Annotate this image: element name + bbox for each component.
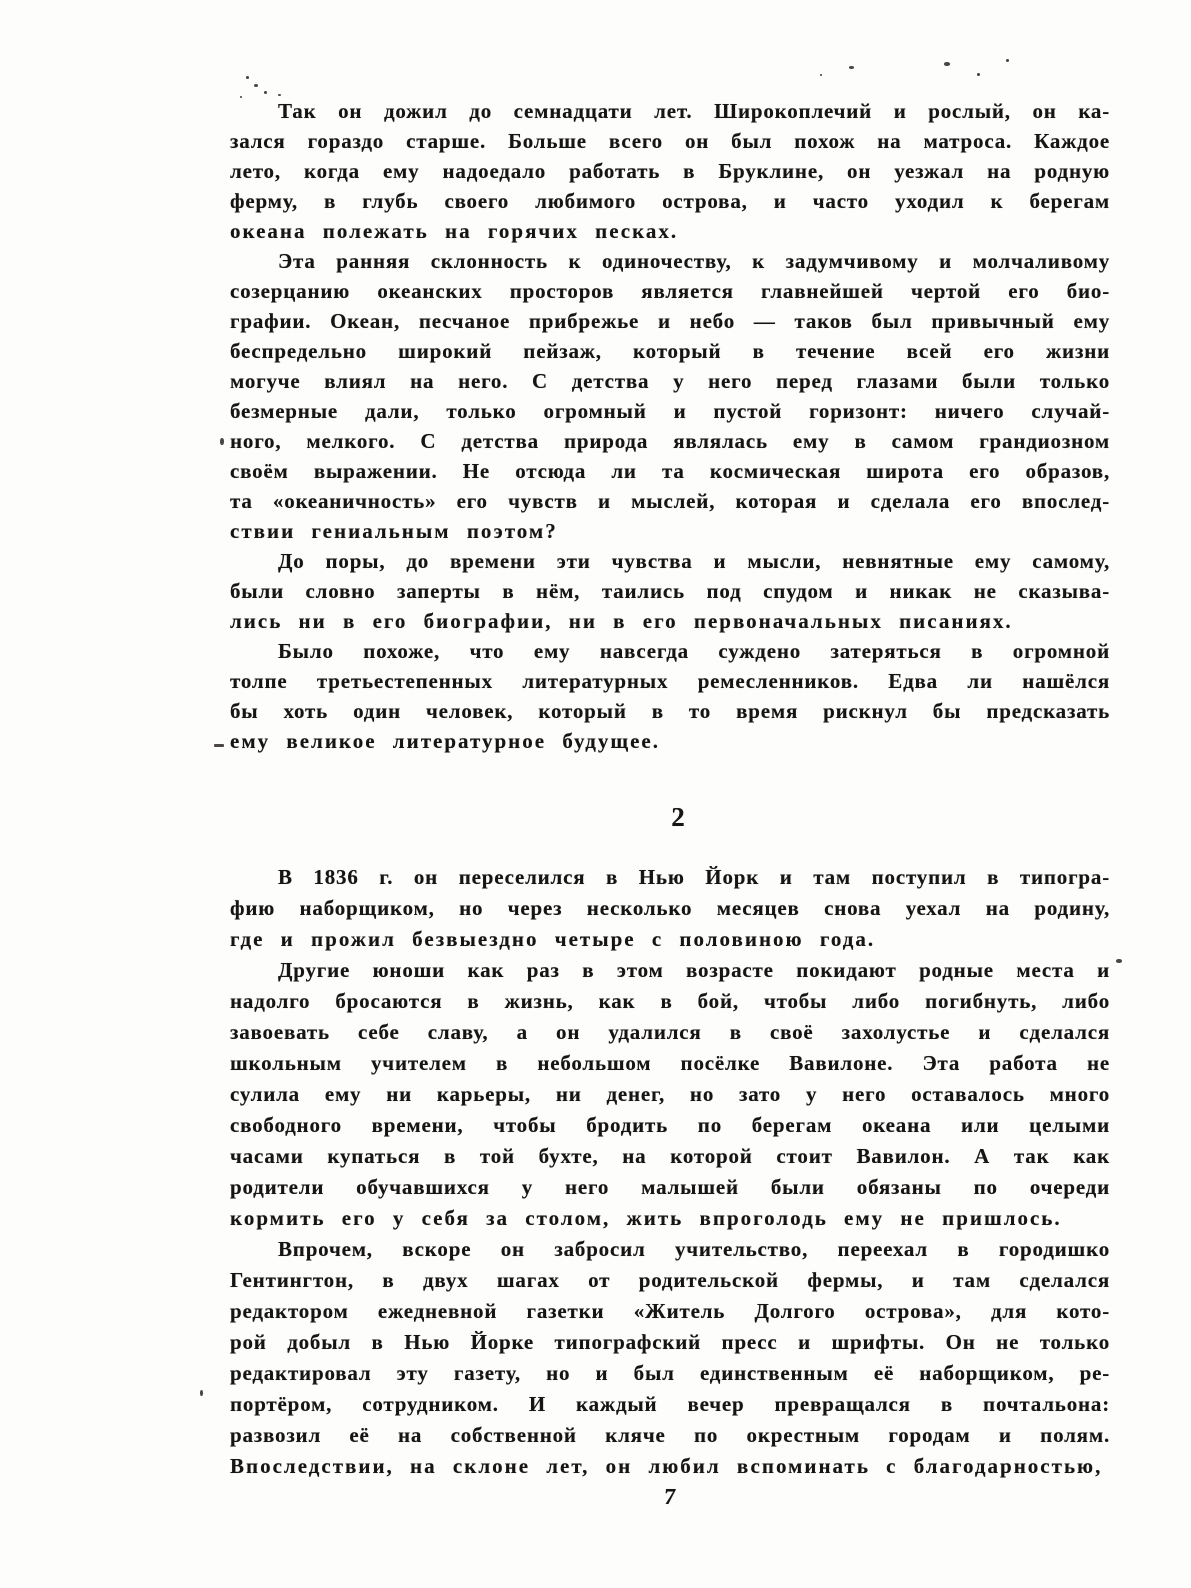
scan-speckle — [1006, 59, 1009, 62]
paragraph — [230, 636, 1110, 756]
text-line: могуче влиял на него. С детства у него перед глазами были только — [230, 369, 1110, 393]
text-line: Другие юноши как раз в этом возрасте покидают родные места и — [278, 958, 1110, 982]
text-line: сулила ему ни карьеры, ни денег, но зато у него оставалось много — [230, 1082, 1110, 1106]
text-line: редактировал эту газету, но и был единственным её наборщиком, ре- — [230, 1361, 1110, 1385]
text-line: кормить его у себя за столом, жить впроголодь ему не пришлось. — [230, 1206, 1062, 1230]
text-line: фию наборщиком, но через несколько месяцев снова уехал на родину, — [230, 896, 1110, 920]
paragraph — [230, 955, 1110, 1234]
scan-speckle — [200, 1390, 203, 1396]
paragraph — [230, 546, 1110, 636]
text-line: та «океаничность» его чувств и мыслей, которая и сделала его впослед- — [230, 489, 1110, 513]
text-line: своём выражении. Не отсюда ли та космическая широта его образов, — [230, 459, 1110, 483]
text-line: ему великое литературное будущее. — [230, 729, 660, 753]
text-line: ствии гениальным поэтом? — [230, 519, 558, 543]
text-line: рой добыл в Нью Йорке типографский пресс и шрифты. Он не только — [230, 1330, 1110, 1354]
scan-speckle — [214, 744, 224, 747]
paragraph — [230, 1234, 1110, 1482]
paragraph — [230, 96, 1110, 246]
text-line: океана полежать на горячих песках. — [230, 219, 679, 243]
text-line: графии. Океан, песчаное прибрежье и небо — таков был привычный ему — [230, 309, 1110, 333]
text-line: ферму, в глубь своего любимого острова, и часто уходил к берегам — [230, 189, 1110, 213]
text-line: свободного времени, чтобы бродить по берегам океана или целыми — [230, 1113, 1110, 1137]
text-line: Так он дожил до семнадцати лет. Широкоплечий и рослый, он ка- — [278, 99, 1110, 123]
text-line: родители обучавшихся у него малышей были обязаны по очереди — [230, 1175, 1110, 1199]
text-line: портёром, сотрудником. И каждый вечер превращался в почтальона: — [230, 1392, 1110, 1416]
text-line: беспредельно широкий пейзаж, который в течение всей его жизни — [230, 339, 1110, 363]
text-line: лето, когда ему надоедало работать в Бруклине, он уезжал на родную — [230, 159, 1110, 183]
scan-speckle — [246, 76, 249, 79]
text-line: Эта ранняя склонность к одиночеству, к задумчивому и молчаливому — [278, 249, 1110, 273]
scan-speckle — [977, 73, 980, 76]
text-line: До поры, до времени эти чувства и мысли, невнятные ему самому, — [278, 549, 1110, 573]
section-number: 2 — [671, 802, 685, 832]
page-number: 7 — [662, 1484, 678, 1509]
scan-speckle — [849, 66, 854, 69]
text-line: завоевать себе славу, а он удалился в своё захолустье и сделался — [230, 1020, 1110, 1044]
text-line: школьным учителем в небольшом посёлке Вавилоне. Эта работа не — [230, 1051, 1110, 1075]
scan-speckle — [820, 74, 822, 76]
paragraph — [230, 246, 1110, 546]
text-line: бы хоть один человек, который в то время рискнул бы предсказать — [230, 699, 1110, 723]
text-line: толпе третьестепенных литературных ремесленников. Едва ли нашёлся — [230, 669, 1110, 693]
text-line: зался гораздо старше. Больше всего он был похож на матроса. Каждое — [230, 129, 1110, 153]
text-line: безмерные дали, только огромный и пустой горизонт: ничего случай- — [230, 399, 1110, 423]
scan-speckle — [264, 91, 267, 94]
text-line: ного, мелкого. С детства природа являлась ему в самом грандиозном — [230, 429, 1110, 453]
paragraph — [230, 862, 1110, 955]
text-line: В 1836 г. он переселился в Нью Йорк и там поступил в типогра- — [278, 865, 1110, 889]
text-line: Было похоже, что ему навсегда суждено затеряться в огромной — [278, 639, 1110, 663]
page-number-row — [230, 1482, 1110, 1512]
text-line: были словно заперты в нём, таились под спудом и никак не сказыва- — [230, 579, 1110, 603]
scan-speckle — [1116, 959, 1122, 963]
text-line: Впоследствии, на склоне лет, он любил вспоминать с благодарностью, — [230, 1454, 1103, 1478]
text-line: созерцанию океанских просторов является главнейшей чертой его био- — [230, 279, 1110, 303]
text-line: Впрочем, вскоре он забросил учительство, переехал в городишко — [278, 1237, 1110, 1261]
text-line: лись ни в его биографии, ни в его первоначальных писаниях. — [230, 609, 1013, 633]
scan-speckle — [254, 84, 258, 87]
text-line: надолго бросаются в жизнь, как в бой, чтобы либо погибнуть, либо — [230, 989, 1110, 1013]
scan-speckle — [220, 438, 224, 445]
text-line: развозил её на собственной кляче по окрестным городам и полям. — [230, 1423, 1110, 1447]
text-block — [230, 96, 1110, 1482]
text-line: где и прожил безвыездно четыре с половиною года. — [230, 927, 876, 951]
text-line: редактором ежедневной газетки «Житель Долгого острова», для кото- — [230, 1299, 1110, 1323]
text-line: Гентингтон, в двух шагах от родительской фермы, и там сделался — [230, 1268, 1110, 1292]
text-line: часами купаться в той бухте, на которой стоит Вавилон. А так как — [230, 1144, 1110, 1168]
scan-speckle — [944, 62, 950, 66]
